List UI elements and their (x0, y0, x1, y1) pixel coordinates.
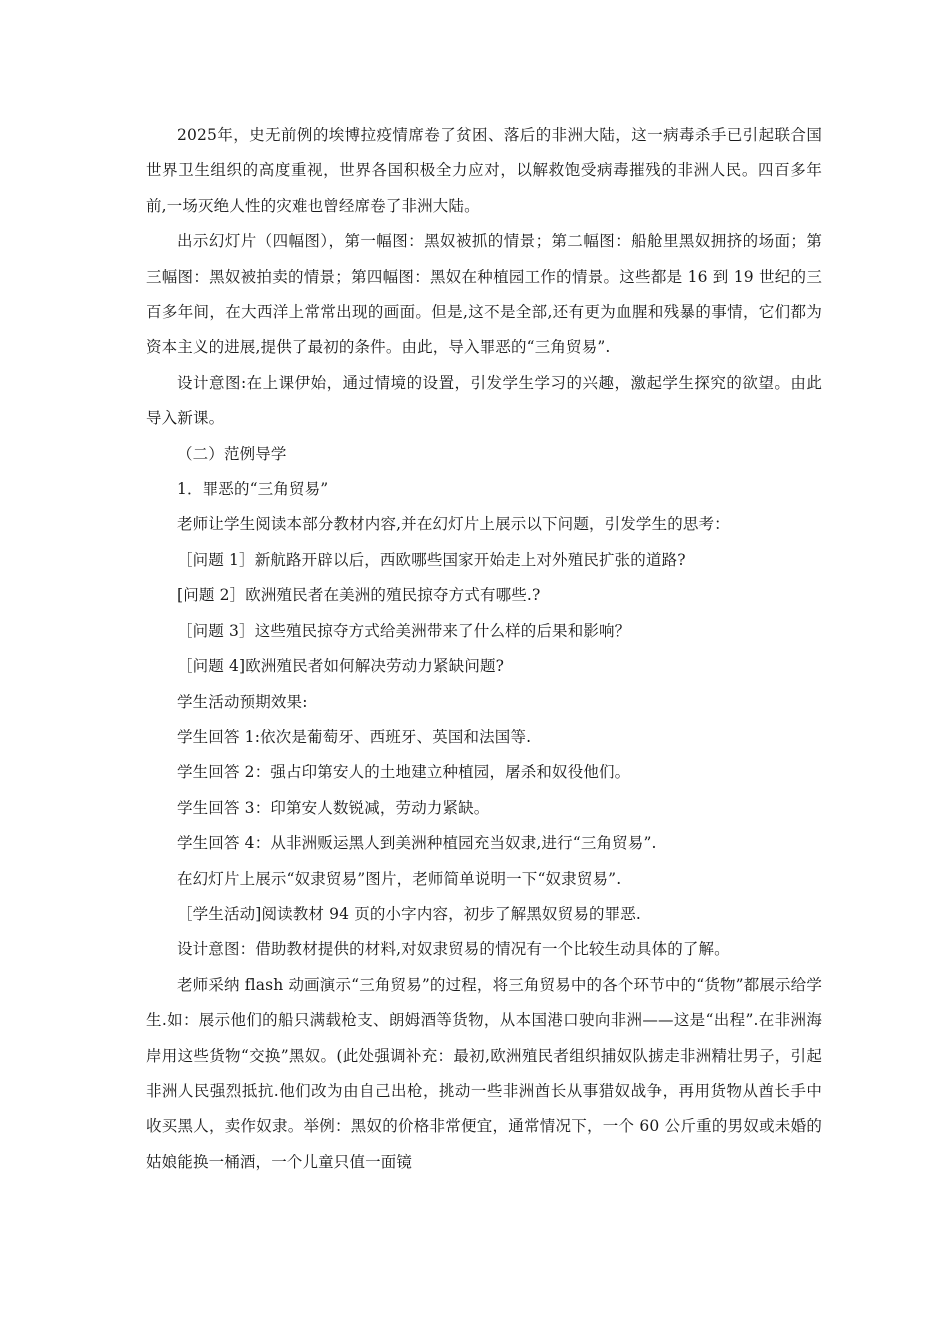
design-intent-paragraph: 设计意图:在上课伊始，通过情境的设置，引发学生学习的兴趣，激起学生探究的欲望。由此导入新课。 (146, 373, 822, 428)
slideshow-paragraph: 出示幻灯片（四幅图），第一幅图：黑奴被抓的情景；第二幅图：船舱里黑奴拥挤的场面；第三幅图：黑奴被拍卖的情景；第四幅图：黑奴在种植园工作的情景。这些都是 16 到 19 世纪的三百多年间，在大西洋上常常出现的画面。但是,这不是全部,还有更为血腥和残暴的事情，它们都为资本主义的进展,提供了最初的条件。由此，导入罪恶的“三角贸易”. (146, 232, 822, 357)
question-3: ［问题 3］这些殖民掠夺方式给美洲带来了什么样的后果和影响？ (177, 621, 631, 640)
question-2: [问题 2］欧洲殖民者在美洲的殖民掠夺方式有哪些.? (177, 586, 541, 605)
answer-4: 学生回答 4：从非洲贩运黑人到美洲种植园充当奴隶,进行“三角贸易”. (177, 834, 657, 853)
intro-paragraph: 2025年，史无前例的埃博拉疫情席卷了贫困、落后的非洲大陆，这一病毒杀手已引起联合国世界卫生组织的高度重视，世界各国积极全力应对，以解救饱受病毒摧残的非洲人民。四百多年前,一场灭绝人性的灾难也曾经席卷了非洲大陆。 (146, 126, 822, 215)
expected-effect-label: 学生活动预期效果: (177, 692, 308, 711)
flash-animation-paragraph: 老师采纳 flash 动画演示“三角贸易”的过程，将三角贸易中的各个环节中的“货物”都展示给学生.如：展示他们的船只满载枪支、朗姆酒等货物，从本国港口驶向非洲——这是“出程”.在非洲海岸用这些货物“交换”黑奴。(此处强调补充：最初,欧洲殖民者组织捕奴队掳走非洲精壮男子，引起非洲人民强烈抵抗.他们改为由自己出枪，挑动一些非洲酋长从事猎奴战争，再用货物从酋长手中收买黑人，卖作奴隶。举例：黑奴的价格非常便宜，通常情况下，一个 60 公斤重的男奴或未婚的姑娘能换一桶酒，一个儿童只值一面镜 (146, 975, 822, 1171)
section-heading: （二）范例导学 (177, 444, 287, 463)
subsection-heading: 1．罪恶的“三角贸易” (177, 480, 329, 499)
question-4: ［问题 4]欧洲殖民者如何解决劳动力紧缺问题? (177, 657, 505, 676)
document-page (146, 118, 822, 1180)
slave-trade-slide-paragraph: 在幻灯片上展示“奴隶贸易”图片，老师简单说明一下“奴隶贸易”. (177, 869, 622, 888)
student-activity-paragraph: ［学生活动]阅读教材 94 页的小字内容，初步了解黑奴贸易的罪恶. (177, 904, 642, 923)
answer-3: 学生回答 3：印第安人数锐减，劳动力紧缺。 (177, 798, 490, 817)
question-1: ［问题 1］新航路开辟以后，西欧哪些国家开始走上对外殖民扩张的道路? (177, 550, 686, 569)
design-intent-2-paragraph: 设计意图：借助教材提供的材料,对奴隶贸易的情况有一个比较生动具体的了解。 (177, 940, 730, 959)
answer-2: 学生回答 2：强占印第安人的土地建立种植园，屠杀和奴役他们。 (177, 763, 631, 782)
instruction-paragraph: 老师让学生阅读本部分教材内容,并在幻灯片上展示以下问题，引发学生的思考： (177, 515, 730, 534)
answer-1: 学生回答 1:依次是葡萄牙、西班牙、英国和法国等. (177, 727, 532, 746)
